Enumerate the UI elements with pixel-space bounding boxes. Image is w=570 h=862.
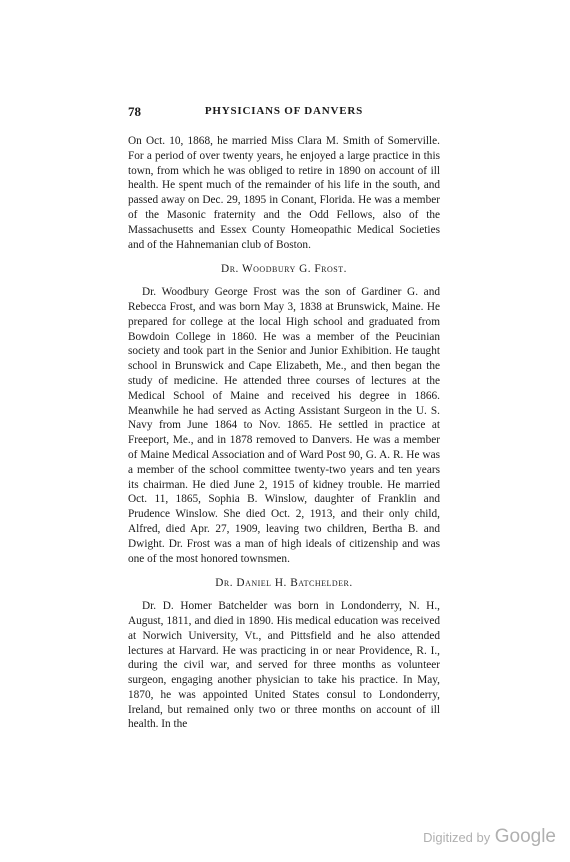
running-head: PHYSICIANS OF DANVERS bbox=[204, 105, 364, 117]
page-number: 78 bbox=[128, 104, 141, 119]
paragraph-clara-smith: On Oct. 10, 1868, he married Miss Clara M. Smith of Somerville. For a period of over twenty years, he enjoyed a large practice in this town, from which he was obliged to retire in 1890 on account of ill health. He spent much of the remainder of his life in the south, and passed away on Dec. 29, 1895 in Conant, Florida. He was a member of the Masonic fraternity and the Odd Fellows, also of the Massachusetts and Essex County Homeopathic Medical Societies and of the Hahnemanian club of Boston. bbox=[128, 135, 440, 251]
section-heading-batchelder: Dr. Daniel H. Batchelder. bbox=[215, 577, 353, 590]
page-header bbox=[128, 104, 440, 122]
body-text bbox=[128, 134, 440, 732]
watermark-brand: Google bbox=[494, 826, 556, 847]
watermark-prefix: Digitized by bbox=[423, 830, 491, 845]
section-heading-frost: Dr. Woodbury G. Frost. bbox=[221, 263, 347, 276]
paragraph-frost: Dr. Woodbury George Frost was the son of Gardiner G. and Rebecca Frost, and was born May 3, 1838 at Brunswick, Maine. He prepared for college at the local High school and graduated from Bowdoin College in 1860. He was a member of the Peucinian society and took part in the Senior and Junior Exhibition. He taught school in Brunswick and Cape Elizabeth, Me., and then began the study of medicine. He attended three courses of lectures at the Medical School of Maine and received his degree in 1866. Meanwhile he had served as Acting Assistant Surgeon in the U. S. Navy from June 1864 to Nov. 1865. He settled in practice at Freeport, Me., and in 1878 removed to Danvers. He was a member of Maine Medical Association and of Ward Post 90, G. A. R. He was a member of the school committee twenty-two years and ten years its chairman. He died June 2, 1915 of kidney trouble. He married Oct. 11, 1865, Sophia B. Winslow, daughter of Franklin and Prudence Winslow. She died Oct. 2, 1913, and their only child, Alfred, died Apr. 27, 1909, leaving two children, Bertha B. and Dwight. Dr. Frost was a man of high ideals of citizenship and was one of the most honored townsmen. bbox=[128, 286, 440, 565]
paragraph-batchelder: Dr. D. Homer Batchelder was born in Londonderry, N. H., August, 1811, and died in 1890. His medical education was received at Norwich University, Vt., and Pittsfield and he also attended lectures at Harvard. He was practicing in or near Providence, R. I., during the civil war, and served for three months as volunteer surgeon, engaging another physician to take his practice. In May, 1870, he was appointed United States consul to Londonderry, Ireland, but remained only two or three months on account of ill health. In the bbox=[128, 600, 440, 731]
digitized-by-google-watermark bbox=[423, 826, 556, 848]
